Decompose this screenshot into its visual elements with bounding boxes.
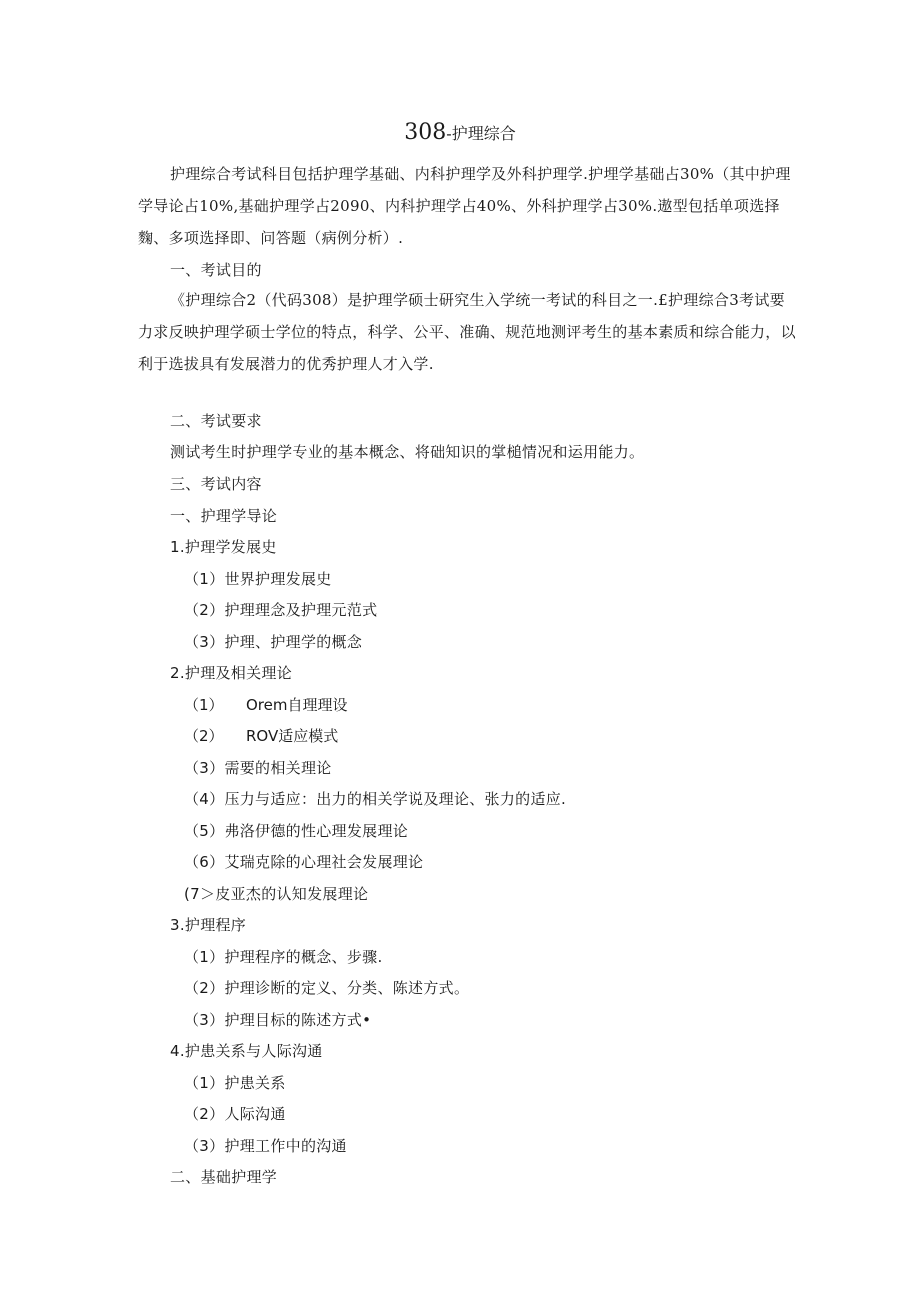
list-item: （3）护理目标的陈述方式• bbox=[184, 1011, 372, 1029]
list-item-label: （1） bbox=[184, 696, 224, 714]
topic-title: 2.护理及相关理论 bbox=[170, 664, 293, 682]
list-item: （2）护理理念及护理元范式 bbox=[184, 601, 378, 619]
title-number: 308 bbox=[404, 120, 447, 145]
list-item: （3）护理、护理学的概念 bbox=[184, 633, 363, 651]
list-item: （3）护理工作中的沟通 bbox=[184, 1137, 347, 1155]
list-item bbox=[184, 725, 338, 747]
list-item-text: Orem自理理设 bbox=[246, 696, 348, 714]
list-item-label: （2） bbox=[184, 727, 224, 745]
topic-title: 1.护理学发展史 bbox=[170, 538, 277, 556]
list-item: （2）护理诊断的定义、分类、陈述方式。 bbox=[184, 979, 470, 997]
purpose-paragraph: 《护理综合2（代码308）是护理学硕士研究生入学统一考试的科目之一.£护理综合3考试要力求反映护理学硕士学位的特点，科学、公平、准确、规范地测评考生的基本素质和综合能力，以利于选拔具有发展潜力的优秀护理人才入学. bbox=[138, 291, 796, 373]
topic-title: 4.护患关系与人际沟通 bbox=[170, 1042, 323, 1060]
list-item: （1）护患关系 bbox=[184, 1074, 286, 1092]
list-item: (7＞皮亚杰的认知发展理论 bbox=[184, 885, 369, 903]
part-heading-basic-nursing: 二、基础护理学 bbox=[170, 1168, 278, 1186]
list-item: （3）需要的相关理论 bbox=[184, 759, 332, 777]
intro-paragraph: 护理综合考试科目包括护理学基础、内科护理学及外科护理学.护埋学基础占30%（其中护理学导论占10%,基础护理学占2090、内科护理学占40%、外科护理学占30%.遨型包括单项选择麴、多项选择即、问答题（病例分析）. bbox=[138, 165, 791, 247]
list-item: （1）世界护理发展史 bbox=[184, 570, 332, 588]
list-item: （4）压力与适应：出力的相关学说及理论、张力的适应. bbox=[184, 790, 567, 808]
list-item: （5）弗洛伊德的性心理发展理论 bbox=[184, 822, 409, 840]
requirements-text: 测试考生时护理学专业的基本概念、将础知识的掌槌情况和运用能力。 bbox=[170, 443, 645, 461]
section-heading-requirements: 二、考试要求 bbox=[170, 412, 262, 430]
list-item: （2）人际沟通 bbox=[184, 1105, 286, 1123]
list-item: （6）艾瑞克除的心理社会发展理论 bbox=[184, 853, 424, 871]
section-heading-content: 三、考试内容 bbox=[170, 475, 262, 493]
list-item-text: ROV适应模式 bbox=[246, 727, 339, 745]
topic-title: 3.护理程序 bbox=[170, 916, 247, 934]
list-item bbox=[184, 694, 348, 716]
document-title bbox=[0, 118, 920, 148]
list-item: （1）护理程序的概念、步骤. bbox=[184, 948, 383, 966]
title-subtitle: -护理综合 bbox=[446, 124, 516, 143]
section-heading-purpose: 一、考试目的 bbox=[170, 261, 262, 279]
part-heading-nursing-intro: 一、护理学导论 bbox=[170, 507, 278, 525]
